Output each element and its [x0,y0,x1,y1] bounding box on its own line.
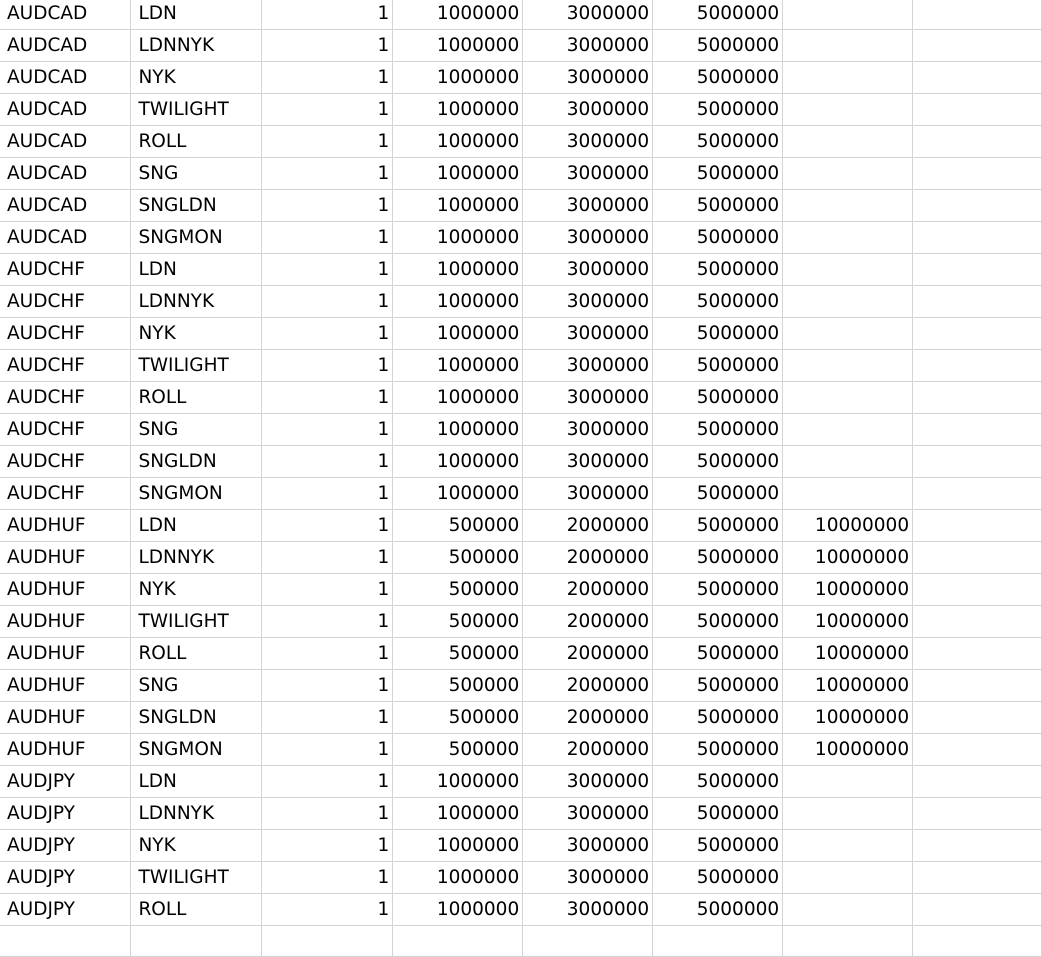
unit-cell[interactable]: 1 [262,734,393,766]
session-cell[interactable]: NYK [131,318,262,350]
table-row [0,158,1042,190]
session-cell[interactable]: TWILIGHT [131,350,262,382]
currency-pair-cell[interactable]: AUDCHF [0,350,131,382]
tier4-cell[interactable] [783,894,913,926]
table-row [0,734,1042,766]
table-row [0,926,1042,957]
tier2-cell[interactable]: 3000000 [523,30,653,62]
currency-pair-cell[interactable]: AUDHUF [0,510,131,542]
tier3-cell[interactable]: 5000000 [653,574,783,606]
session-cell[interactable]: LDN [131,254,262,286]
table-row [0,830,1042,862]
tier2-cell[interactable]: 3000000 [523,286,653,318]
tier1-cell[interactable]: 500000 [393,542,523,574]
tier2-cell[interactable]: 3000000 [523,254,653,286]
tier1-cell[interactable]: 1000000 [393,190,523,222]
unit-cell[interactable] [262,926,393,957]
empty-cell[interactable] [913,862,1042,894]
empty-cell[interactable] [913,382,1042,414]
tier4-cell[interactable] [783,830,913,862]
session-cell[interactable]: LDNNYK [131,30,262,62]
tier4-cell[interactable]: 10000000 [783,670,913,702]
unit-cell[interactable]: 1 [262,894,393,926]
session-cell[interactable]: ROLL [131,382,262,414]
tier2-cell[interactable]: 3000000 [523,126,653,158]
tier3-cell[interactable]: 5000000 [653,0,783,30]
tier2-cell[interactable]: 2000000 [523,510,653,542]
empty-cell[interactable] [913,734,1042,766]
tier4-cell[interactable] [783,94,913,126]
tier2-cell[interactable]: 3000000 [523,414,653,446]
tier3-cell[interactable]: 5000000 [653,734,783,766]
tier3-cell[interactable]: 5000000 [653,702,783,734]
tier4-cell[interactable] [783,62,913,94]
empty-cell[interactable] [913,190,1042,222]
currency-pair-cell[interactable]: AUDCHF [0,414,131,446]
tier3-cell[interactable]: 5000000 [653,862,783,894]
tier3-cell[interactable]: 5000000 [653,382,783,414]
tier1-cell[interactable]: 1000000 [393,94,523,126]
tier2-cell[interactable]: 2000000 [523,542,653,574]
tier2-cell[interactable]: 2000000 [523,574,653,606]
table-row [0,350,1042,382]
tier2-cell[interactable]: 3000000 [523,382,653,414]
empty-cell[interactable] [913,446,1042,478]
tier1-cell[interactable]: 1000000 [393,382,523,414]
unit-cell[interactable]: 1 [262,862,393,894]
tier1-cell[interactable]: 1000000 [393,414,523,446]
table-row [0,702,1042,734]
session-cell[interactable]: TWILIGHT [131,862,262,894]
tier4-cell[interactable]: 10000000 [783,542,913,574]
unit-cell[interactable]: 1 [262,606,393,638]
tier1-cell[interactable]: 500000 [393,510,523,542]
table-row [0,318,1042,350]
currency-pair-cell[interactable] [0,926,131,957]
tier4-cell[interactable] [783,862,913,894]
unit-cell[interactable]: 1 [262,350,393,382]
session-cell[interactable]: SNG [131,158,262,190]
currency-pair-cell[interactable]: AUDHUF [0,702,131,734]
tier2-cell[interactable]: 3000000 [523,190,653,222]
tier3-cell[interactable]: 5000000 [653,62,783,94]
tier4-cell[interactable] [783,318,913,350]
empty-cell[interactable] [913,478,1042,510]
unit-cell[interactable]: 1 [262,222,393,254]
table-row [0,798,1042,830]
unit-cell[interactable]: 1 [262,798,393,830]
unit-cell[interactable]: 1 [262,254,393,286]
tier3-cell[interactable]: 5000000 [653,798,783,830]
table-row [0,478,1042,510]
currency-pair-cell[interactable]: AUDCAD [0,222,131,254]
currency-pair-cell[interactable]: AUDJPY [0,862,131,894]
table-row [0,510,1042,542]
tier1-cell[interactable]: 1000000 [393,126,523,158]
tier1-cell[interactable]: 500000 [393,702,523,734]
tier2-cell[interactable]: 3000000 [523,894,653,926]
table-row [0,638,1042,670]
empty-cell[interactable] [913,254,1042,286]
empty-cell[interactable] [913,126,1042,158]
unit-cell[interactable]: 1 [262,414,393,446]
empty-cell[interactable] [913,798,1042,830]
tier1-cell[interactable]: 1000000 [393,254,523,286]
tier2-cell[interactable]: 3000000 [523,830,653,862]
tier3-cell[interactable]: 5000000 [653,158,783,190]
unit-cell[interactable]: 1 [262,318,393,350]
tier1-cell[interactable]: 1000000 [393,766,523,798]
currency-pair-cell[interactable]: AUDCAD [0,0,131,30]
tier1-cell[interactable]: 1000000 [393,446,523,478]
currency-pair-cell[interactable]: AUDHUF [0,734,131,766]
table-row [0,766,1042,798]
currency-pair-cell[interactable]: AUDJPY [0,830,131,862]
empty-cell[interactable] [913,94,1042,126]
tier1-cell[interactable]: 500000 [393,574,523,606]
tier4-cell[interactable] [783,446,913,478]
unit-cell[interactable]: 1 [262,510,393,542]
session-cell[interactable]: LDN [131,0,262,30]
tier3-cell[interactable]: 5000000 [653,190,783,222]
table-row [0,62,1042,94]
session-cell[interactable]: SNG [131,670,262,702]
session-cell[interactable]: SNGMON [131,222,262,254]
tier1-cell[interactable]: 1000000 [393,798,523,830]
tier4-cell[interactable]: 10000000 [783,510,913,542]
tier2-cell[interactable]: 3000000 [523,0,653,30]
unit-cell[interactable]: 1 [262,574,393,606]
currency-pair-cell[interactable]: AUDCAD [0,126,131,158]
tier1-cell[interactable]: 500000 [393,734,523,766]
tier4-cell[interactable] [783,478,913,510]
unit-cell[interactable]: 1 [262,94,393,126]
currency-pair-cell[interactable]: AUDCHF [0,446,131,478]
tier2-cell[interactable]: 2000000 [523,702,653,734]
session-cell[interactable]: NYK [131,62,262,94]
tier3-cell[interactable]: 5000000 [653,766,783,798]
tier3-cell[interactable]: 5000000 [653,126,783,158]
currency-pair-cell[interactable]: AUDHUF [0,670,131,702]
currency-pair-cell[interactable]: AUDCAD [0,30,131,62]
tier4-cell[interactable] [783,158,913,190]
currency-pair-cell[interactable]: AUDHUF [0,606,131,638]
tier1-cell[interactable]: 1000000 [393,350,523,382]
tier2-cell[interactable]: 3000000 [523,862,653,894]
unit-cell[interactable]: 1 [262,0,393,30]
tier2-cell[interactable]: 3000000 [523,318,653,350]
unit-cell[interactable]: 1 [262,638,393,670]
currency-pair-cell[interactable]: AUDCAD [0,158,131,190]
table-row [0,894,1042,926]
tier1-cell[interactable]: 500000 [393,606,523,638]
currency-pair-cell[interactable]: AUDJPY [0,798,131,830]
tier2-cell[interactable]: 3000000 [523,222,653,254]
tier2-cell[interactable]: 3000000 [523,94,653,126]
session-cell[interactable]: LDNNYK [131,286,262,318]
session-cell[interactable]: SNG [131,414,262,446]
tier2-cell[interactable]: 3000000 [523,798,653,830]
unit-cell[interactable]: 1 [262,126,393,158]
tier3-cell[interactable]: 5000000 [653,478,783,510]
currency-pair-cell[interactable]: AUDCHF [0,478,131,510]
table-row [0,862,1042,894]
empty-cell[interactable] [913,894,1042,926]
tier3-cell[interactable]: 5000000 [653,286,783,318]
tier2-cell[interactable]: 2000000 [523,606,653,638]
tier2-cell[interactable]: 2000000 [523,638,653,670]
empty-cell[interactable] [913,830,1042,862]
empty-cell[interactable] [913,350,1042,382]
empty-cell[interactable] [913,926,1042,957]
tier2-cell[interactable]: 3000000 [523,446,653,478]
unit-cell[interactable]: 1 [262,30,393,62]
unit-cell[interactable]: 1 [262,542,393,574]
tier2-cell[interactable]: 3000000 [523,766,653,798]
session-cell[interactable]: ROLL [131,126,262,158]
tier4-cell[interactable] [783,126,913,158]
tier1-cell[interactable]: 1000000 [393,222,523,254]
tier3-cell[interactable]: 5000000 [653,30,783,62]
unit-cell[interactable]: 1 [262,670,393,702]
currency-pair-cell[interactable]: AUDHUF [0,574,131,606]
tier3-cell[interactable]: 5000000 [653,510,783,542]
tier4-cell[interactable] [783,222,913,254]
table-row [0,446,1042,478]
empty-cell[interactable] [913,158,1042,190]
empty-cell[interactable] [913,62,1042,94]
tier4-cell[interactable]: 10000000 [783,638,913,670]
table-row [0,0,1042,30]
unit-cell[interactable]: 1 [262,190,393,222]
currency-pair-cell[interactable]: AUDHUF [0,638,131,670]
tier4-cell[interactable] [783,254,913,286]
table-row [0,254,1042,286]
session-cell[interactable]: LDN [131,510,262,542]
table-row [0,382,1042,414]
tier1-cell[interactable]: 1000000 [393,62,523,94]
tier4-cell[interactable] [783,0,913,30]
tier1-cell[interactable]: 500000 [393,670,523,702]
session-cell[interactable]: SNGMON [131,734,262,766]
table-row [0,30,1042,62]
tier2-cell[interactable]: 3000000 [523,62,653,94]
tier4-cell[interactable] [783,30,913,62]
tier3-cell[interactable]: 5000000 [653,670,783,702]
tier3-cell[interactable]: 5000000 [653,894,783,926]
empty-cell[interactable] [913,542,1042,574]
table-row [0,190,1042,222]
tier1-cell[interactable]: 1000000 [393,830,523,862]
tier4-cell[interactable]: 10000000 [783,606,913,638]
table-row [0,94,1042,126]
empty-cell[interactable] [913,414,1042,446]
tier1-cell[interactable]: 1000000 [393,894,523,926]
session-cell[interactable]: LDN [131,766,262,798]
currency-pair-cell[interactable]: AUDJPY [0,766,131,798]
session-cell[interactable]: LDNNYK [131,542,262,574]
tier2-cell[interactable]: 3000000 [523,350,653,382]
table-row [0,574,1042,606]
table-row [0,542,1042,574]
table-row [0,286,1042,318]
table-row [0,606,1042,638]
currency-pair-cell[interactable]: AUDCAD [0,62,131,94]
currency-pair-cell[interactable]: AUDCHF [0,254,131,286]
tier3-cell[interactable]: 5000000 [653,606,783,638]
empty-cell[interactable] [913,670,1042,702]
tier1-cell[interactable]: 1000000 [393,30,523,62]
currency-pair-cell[interactable]: AUDCHF [0,318,131,350]
empty-cell[interactable] [913,0,1042,30]
empty-cell[interactable] [913,318,1042,350]
session-cell[interactable]: SNGLDN [131,446,262,478]
session-cell[interactable]: NYK [131,830,262,862]
tier2-cell[interactable]: 2000000 [523,670,653,702]
tier3-cell[interactable]: 5000000 [653,414,783,446]
empty-cell[interactable] [913,574,1042,606]
empty-cell[interactable] [913,638,1042,670]
session-cell[interactable] [131,926,262,957]
session-cell[interactable]: SNGLDN [131,190,262,222]
tier1-cell[interactable]: 1000000 [393,0,523,30]
tier3-cell[interactable]: 5000000 [653,638,783,670]
session-cell[interactable]: NYK [131,574,262,606]
empty-cell[interactable] [913,30,1042,62]
table-row [0,670,1042,702]
table-row [0,126,1042,158]
tier2-cell[interactable] [523,926,653,957]
session-cell[interactable]: LDNNYK [131,798,262,830]
unit-cell[interactable]: 1 [262,766,393,798]
tier3-cell[interactable]: 5000000 [653,94,783,126]
tier4-cell[interactable] [783,190,913,222]
tier3-cell[interactable]: 5000000 [653,350,783,382]
tier1-cell[interactable]: 500000 [393,638,523,670]
tier4-cell[interactable]: 10000000 [783,734,913,766]
unit-cell[interactable]: 1 [262,382,393,414]
currency-pair-cell[interactable]: AUDJPY [0,894,131,926]
currency-pair-cell[interactable]: AUDCHF [0,286,131,318]
currency-pair-cell[interactable]: AUDHUF [0,542,131,574]
currency-pair-cell[interactable]: AUDCAD [0,94,131,126]
tier3-cell[interactable]: 5000000 [653,254,783,286]
tier1-cell[interactable] [393,926,523,957]
tier1-cell[interactable]: 1000000 [393,318,523,350]
tier3-cell[interactable]: 5000000 [653,830,783,862]
tier1-cell[interactable]: 1000000 [393,862,523,894]
tier4-cell[interactable] [783,286,913,318]
session-cell[interactable]: TWILIGHT [131,606,262,638]
unit-cell[interactable]: 1 [262,158,393,190]
currency-pair-cell[interactable]: AUDCHF [0,382,131,414]
tier2-cell[interactable]: 2000000 [523,734,653,766]
tier3-cell[interactable]: 5000000 [653,318,783,350]
tier4-cell[interactable]: 10000000 [783,702,913,734]
tier4-cell[interactable]: 10000000 [783,574,913,606]
table-row [0,414,1042,446]
tier3-cell[interactable]: 5000000 [653,446,783,478]
session-cell[interactable]: SNGLDN [131,702,262,734]
tier4-cell[interactable] [783,414,913,446]
table-row [0,222,1042,254]
tier4-cell[interactable] [783,382,913,414]
tier3-cell[interactable]: 5000000 [653,222,783,254]
tier1-cell[interactable]: 1000000 [393,286,523,318]
tier3-cell[interactable]: 5000000 [653,542,783,574]
session-cell[interactable]: ROLL [131,638,262,670]
tier2-cell[interactable]: 3000000 [523,478,653,510]
session-cell[interactable]: TWILIGHT [131,94,262,126]
unit-cell[interactable]: 1 [262,478,393,510]
tier2-cell[interactable]: 3000000 [523,158,653,190]
empty-cell[interactable] [913,222,1042,254]
unit-cell[interactable]: 1 [262,702,393,734]
tier1-cell[interactable]: 1000000 [393,478,523,510]
tier3-cell[interactable] [653,926,783,957]
unit-cell[interactable]: 1 [262,446,393,478]
empty-cell[interactable] [913,606,1042,638]
unit-cell[interactable]: 1 [262,830,393,862]
tier1-cell[interactable]: 1000000 [393,158,523,190]
empty-cell[interactable] [913,702,1042,734]
currency-pair-cell[interactable]: AUDCAD [0,190,131,222]
tier4-cell[interactable] [783,798,913,830]
session-cell[interactable]: SNGMON [131,478,262,510]
empty-cell[interactable] [913,510,1042,542]
tier4-cell[interactable] [783,926,913,957]
session-cell[interactable]: ROLL [131,894,262,926]
tier4-cell[interactable] [783,766,913,798]
empty-cell[interactable] [913,286,1042,318]
empty-cell[interactable] [913,766,1042,798]
unit-cell[interactable]: 1 [262,62,393,94]
unit-cell[interactable]: 1 [262,286,393,318]
tier4-cell[interactable] [783,350,913,382]
